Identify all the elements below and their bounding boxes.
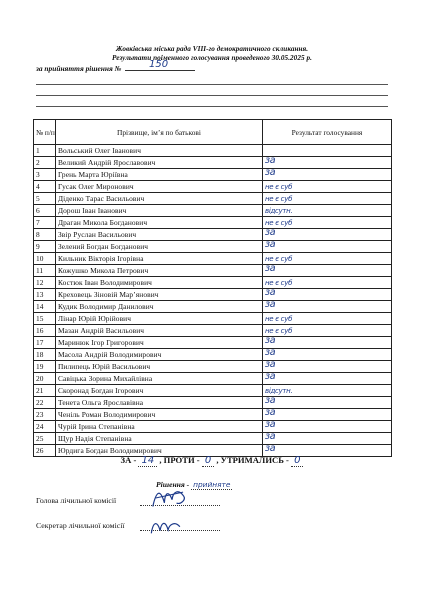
vote-result-cell [263, 433, 392, 445]
za-label: ЗА - [120, 455, 137, 465]
row-number: 22 [34, 397, 56, 409]
deputy-name: Драган Микола Богданович [56, 217, 263, 229]
table-row [34, 277, 392, 289]
deputy-name: Кильник Вікторія Ігорівна [56, 253, 263, 265]
table-row [34, 361, 392, 373]
vote-results-title: Результати поіменного голосування проведеного 30.05.2025 р. [112, 54, 312, 62]
vote-result-handwritten: за [265, 156, 276, 166]
table-row [34, 301, 392, 313]
row-number: 7 [34, 217, 56, 229]
row-number: 19 [34, 361, 56, 373]
vote-result-handwritten: відсутн. [265, 387, 293, 395]
vote-result-handwritten: за [265, 372, 276, 382]
vote-result-cell [263, 169, 392, 181]
council-title: Жовківська міська рада VIII-го демократичного скликання. [115, 45, 309, 53]
vote-result-handwritten: за [265, 348, 276, 358]
table-row [34, 397, 392, 409]
vote-result-handwritten: за [265, 432, 276, 442]
commission-head-label: Голова лічильної комісії [36, 496, 117, 505]
row-number: 20 [34, 373, 56, 385]
table-row [34, 229, 392, 241]
table-row [34, 289, 392, 301]
vote-result-cell [263, 277, 392, 289]
row-number: 21 [34, 385, 56, 397]
table-row [34, 169, 392, 181]
proty-label: , ПРОТИ - [159, 455, 200, 465]
vote-result-cell [263, 205, 392, 217]
vote-result-handwritten: за [265, 420, 276, 430]
vote-result-cell [263, 157, 392, 169]
deputy-name: Кудик Володимир Данилович [56, 301, 263, 313]
table-row [34, 421, 392, 433]
deputy-name: Мазан Андрій Васильович [56, 325, 263, 337]
row-number: 23 [34, 409, 56, 421]
vote-result-handwritten: за [265, 168, 276, 178]
deputy-name: Ченіль Роман Володимирович [56, 409, 263, 421]
vote-result-handwritten: відсутн. [265, 207, 293, 215]
vote-result-cell [263, 301, 392, 313]
row-number: 8 [34, 229, 56, 241]
row-number: 3 [34, 169, 56, 181]
table-row [34, 265, 392, 277]
row-number: 16 [34, 325, 56, 337]
vote-summary [0, 455, 424, 466]
vote-result-cell [263, 265, 392, 277]
row-number: 6 [34, 205, 56, 217]
vote-result-cell [263, 337, 392, 349]
vote-result-handwritten: не є суб [265, 219, 293, 227]
deputy-name: Лінар Юрій Юрійович [56, 313, 263, 325]
vote-result-cell [263, 349, 392, 361]
table-row [34, 409, 392, 421]
table-row [34, 349, 392, 361]
vote-result-cell [263, 409, 392, 421]
row-number: 9 [34, 241, 56, 253]
vote-result-handwritten: за [265, 300, 276, 310]
deputy-name: Вольський Олег Іванович [56, 145, 263, 157]
row-number: 5 [34, 193, 56, 205]
utrym-count: 0 [291, 455, 303, 467]
row-number: 11 [34, 265, 56, 277]
deputy-name: Юрдига Богдан Володимирович [56, 445, 263, 457]
vote-result-cell [263, 373, 392, 385]
deputy-name: Зелений Богдан Богданович [56, 241, 263, 253]
deputy-name: Пилипець Юрій Васильович [56, 361, 263, 373]
za-count: 14 [138, 455, 157, 467]
vote-result-cell [263, 253, 392, 265]
vote-result-handwritten: за [265, 336, 276, 346]
deputy-name: Великий Андрій Ярославович [56, 157, 263, 169]
motion-number-handwritten: 150 [149, 59, 169, 70]
table-row [34, 181, 392, 193]
vote-result-handwritten: за [265, 288, 276, 298]
vote-result-handwritten: за [265, 264, 276, 274]
col-header-result: Результат голосування [263, 120, 392, 145]
vote-result-handwritten: за [265, 396, 276, 406]
table-row [34, 313, 392, 325]
row-number: 15 [34, 313, 56, 325]
blank-line-3 [36, 106, 388, 107]
table-row [34, 253, 392, 265]
vote-result-cell [263, 193, 392, 205]
deputy-name: Щур Надія Степанівна [56, 433, 263, 445]
deputy-name: Звір Руслан Васильович [56, 229, 263, 241]
row-number: 2 [34, 157, 56, 169]
row-number: 12 [34, 277, 56, 289]
vote-result-handwritten: за [265, 240, 276, 250]
vote-result-cell [263, 325, 392, 337]
vote-result-handwritten: не є суб [265, 327, 293, 335]
proty-count: 0 [202, 455, 214, 467]
deputy-name: Креховець Зіновій Мар’янович [56, 289, 263, 301]
commission-head-signature [148, 481, 192, 517]
decision-value: прийняте [193, 480, 231, 489]
table-row [34, 373, 392, 385]
deputy-name: Масола Андрій Володимирович [56, 349, 263, 361]
vote-result-handwritten: не є суб [265, 183, 293, 191]
deputy-name: Чурій Ірина Степанівна [56, 421, 263, 433]
commission-secretary-label: Секретар лічильної комісії [36, 521, 125, 530]
vote-result-cell [263, 313, 392, 325]
deputy-name: Кожушко Микола Петрович [56, 265, 263, 277]
deputy-name: Гусак Олег Миронович [56, 181, 263, 193]
motion-label: за прийняття рішення № [36, 64, 122, 73]
table-row [34, 385, 392, 397]
col-header-number: № п/п [34, 120, 56, 145]
utrym-label: , УТРИМАЛИСЬ - [216, 455, 289, 465]
vote-result-handwritten: за [265, 408, 276, 418]
deputy-name: Савіцька Зорина Михайлівна [56, 373, 263, 385]
table-row [34, 337, 392, 349]
table-row [34, 193, 392, 205]
blank-line-1 [36, 84, 388, 85]
row-number: 1 [34, 145, 56, 157]
vote-result-cell [263, 397, 392, 409]
table-header-row [34, 120, 392, 145]
row-number: 18 [34, 349, 56, 361]
vote-result-handwritten: не є суб [265, 279, 293, 287]
blank-line-2 [36, 95, 388, 96]
deputy-name: Маринюк Ігор Григорович [56, 337, 263, 349]
row-number: 4 [34, 181, 56, 193]
row-number: 14 [34, 301, 56, 313]
vote-result-cell [263, 385, 392, 397]
row-number: 26 [34, 445, 56, 457]
motion-line [36, 59, 195, 73]
deputy-name: Дорош Іван Іванович [56, 205, 263, 217]
table-row [34, 145, 392, 157]
deputy-name: Костюк Іван Володимирович [56, 277, 263, 289]
vote-result-handwritten: не є суб [265, 315, 293, 323]
row-number: 13 [34, 289, 56, 301]
decision-label: Рішення - [156, 480, 190, 489]
vote-result-cell [263, 241, 392, 253]
vote-result-cell [263, 217, 392, 229]
deputy-name: Грень Марта Юріївна [56, 169, 263, 181]
table-row [34, 325, 392, 337]
table-row [34, 217, 392, 229]
vote-result-cell [263, 229, 392, 241]
row-number: 17 [34, 337, 56, 349]
table-row [34, 205, 392, 217]
vote-result-cell [263, 361, 392, 373]
table-row [34, 241, 392, 253]
vote-result-handwritten: не є суб [265, 255, 293, 263]
row-number: 24 [34, 421, 56, 433]
deputy-name: Скоронад Богдан Ігорович [56, 385, 263, 397]
vote-result-cell [263, 289, 392, 301]
vote-result-cell [263, 181, 392, 193]
vote-result-handwritten: за [265, 444, 276, 454]
row-number: 10 [34, 253, 56, 265]
table-row [34, 433, 392, 445]
vote-result-handwritten: за [265, 360, 276, 370]
vote-result-cell [263, 145, 392, 157]
row-number: 25 [34, 433, 56, 445]
vote-result-cell [263, 421, 392, 433]
col-header-name: Прізвище, ім’я по батькові [56, 120, 263, 145]
table-row [34, 157, 392, 169]
vote-result-handwritten: за [265, 228, 276, 238]
vote-result-handwritten: не є суб [265, 195, 293, 203]
roll-call-table [33, 119, 392, 457]
commission-secretary-signature [147, 514, 185, 543]
deputy-name: Діденко Тарас Васильович [56, 193, 263, 205]
deputy-name: Тенета Ольга Ярославівна [56, 397, 263, 409]
